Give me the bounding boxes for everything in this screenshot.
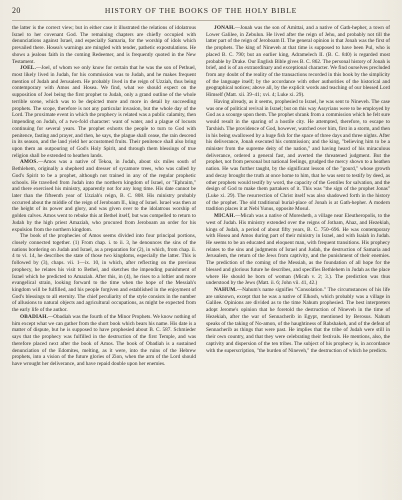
left-paragraph: [12, 233, 196, 314]
paragraph-text: —Joel, of whom we only know for certain that he was the son of Pethuel, most likely lived in Judah, for his commission was to Judah, and he makes frequent mention of Judah and Jerusalem. He probably lived in the reign of Uzziah, thus being contemporary with Amos and Hosea. We find, what we should expect on the supposition of Joel being the first prophet to Judah, only a grand outline of the whole terrible scene, which was to be depicted more and more in detail by succeeding prophets. The scope, therefore is not any particular invasion, but the whole day of the Lord. The proximate event in which the prophecy is related was a public calamity, then impending on Judah, of a two-fold character: want of water, and a plague of locusts continuing for several years. The prophet exhorts the people to turn to God with penitence, fasting and prayer, and then, he says, the plague shall cease, the rain descend in its season, and the land yield her accustomed fruits. Their penitence shall also bring upon them an outpouring of God's Holy Spirit, and through them blessings of true religion shall be extended to heathen lands.: [12, 65, 196, 159]
paragraph-text: —Amos was a native of Tekoa, in Judah, about six miles south of Bethlehem, originally a shepherd and dresser of sycamore trees, who was called by God's Spirit to be a prophet, although not trained in any of the regular prophetic schools. He travelled from Judah into the northern kingdom of Israel, or "Ephraim," and there exercised his ministry, apparently not for any long time. His date cannot be later than the fifteenth year of Uzziah's reign, B. C. 808. His ministry probably occurred about the middle of the reign of Jeroboam II., king of Israel. Israel was then at the height of its power and glory, and was given over to the idolatrous worship of golden calves. Amos went to rebuke this at Bethel itself, but was compelled to return to Judah by the high priest Amaziah, who procured from Jeroboam an order for his expulsion from the northern kingdom.: [12, 159, 196, 233]
section-heading: JONAH.: [214, 25, 235, 31]
section-heading: OBADIAH.: [20, 313, 48, 320]
page-number: 20: [12, 6, 21, 15]
right-paragraph: [206, 25, 390, 99]
paragraph-text: The book of the prophecies of Amos seems divided into four principal portions, closely connected together. (1) From chap. i. to ii. 3, he denounces the sins of the nations bordering on Judah and Israel, as a preparation for (2), in which, from chap. ii. 4 to vi. 14, he describes the state of those two kingdoms, especially the latter. This is followed by (3), chaps. vii. 1—ix. 10, in which, after reflecting on the previous prophecy, he relates his visit to Bethel, and sketches the impending punishment of Israel which he predicted to Amaziah. After this, in (4), he rises to a loftier and more evangelical strain, looking forward to the time when the hope of the Messiah's kingdom will be fulfilled, and his people forgiven and established in the enjoyment of God's blessings to all eternity. The chief peculiarity of the style consists in the number of allusions to natural objects and agricultural occupations, as might be expected from the early life of the author.: [12, 233, 196, 314]
paragraph-text: the latter is the correct view; but in either case it illustrated the relations of idolatrous Israel to her covenant God. The remaining chapters are chiefly occupied with denunciations against Israel, and especially Samaria, for the worship of idols which prevailed there. Hosea's warnings are mingled with tender, pathetic expostulations. He shows a jealous faith in the coming Redeemer, and is frequently quoted in the New Testament.: [12, 25, 196, 65]
paragraph-text: —Jonah was the son of Amittai, and a native of Gath-hepher, a town of Lower Galilee, in Zebulun. He lived after the reign of Jehu, and probably not till the latter part of the reign of Jeroboam II. The general opinion is that Jonah was the first of the prophets. The king of Nineveh at that time is supposed to have been Pul, who is placed B. C. 790; but an earlier king, Adramelech II. (B. C. 840) is regarded most probable by Drake. Our English Bible gives B. C. 862. The personal history of Jonah is brief, and is of an extraordinary and exceptional character. We find ourselves precluded from any doubt of the reality of the transactions recorded in this book by the simplicity of the language itself; by the accordance with other authorities of the historical and geographical notices; above all, by the explicit words and teaching of our blessed Lord Himself (Matt. xii. 39–41; xvi. 4; Luke xi. 29).: [206, 25, 390, 99]
left-paragraph: [12, 25, 196, 65]
right-paragraph: [206, 99, 390, 213]
section-heading: NAHUM.: [214, 287, 237, 294]
left-column: [12, 25, 196, 495]
left-paragraph: [12, 65, 196, 159]
section-heading: AMOS.: [20, 159, 39, 166]
section-heading: MICAH.: [214, 213, 236, 220]
left-paragraph: [12, 159, 196, 233]
right-column: [206, 25, 390, 495]
right-paragraph: [206, 287, 390, 354]
paragraph-text: —Micah was a native of Moresheth, a village near Eleutheropolis, to the west of Judah. His ministry extended over the reigns of Jotham, Ahaz, and Hezekiah, kings of Judah, a period of about fifty years, B. C. 750–696. He was contemporary with Hosea and Amos during part of their ministry in Israel, and with Isaiah in Judah. He seems to be an educated and eloquent man, with frequent transitions. His prophecy relates to the sins and judgments of Israel and Judah, the destruction of Samaria and Jerusalem, the return of the Jews from captivity, and the punishment of their enemies. The prediction of the coming of the Messiah, as the foundation of all hope for the blessed and glorious future he describes, and specifies Bethlehem in Judah as the place where He should be born of woman (Micah v. 2; 3.). The prediction was thus understood by the Jews (Matt. ii. 6; John vii. 41, 42.): [206, 213, 390, 287]
two-column-body: [12, 25, 390, 495]
running-title: HISTORY OF THE BOOKS OF THE HOLY BIBLE: [104, 6, 298, 15]
section-heading: JOEL.: [20, 65, 37, 72]
right-paragraph: [206, 213, 390, 287]
paragraph-text: —Obadiah was the fourth of the Minor Prophets. We know nothing of him except what we can gather from the short book which bears his name. His date is a matter of dispute, but he is supposed to have prophesied about B. C. 587. Schmieder says that the prophecy was fulfilled in the destruction of the first Temple, and was therefore placed next after the book of Amos. The book of Obadiah is a sustained denunciation of the Edomites, melting, as it were, into the ruins of the Hebrew prophets, into a vision of the future glories of Zion, when the arm of the Lord should have wrought her deliverance, and have repaid double upon her enemies.: [12, 313, 196, 367]
running-header: [12, 6, 390, 21]
left-paragraph: [12, 314, 196, 368]
paragraph-text: Having already, as it seems, prophesied to Israel, he was sent to Nineveh. The case was one of political revival in Israel; but on this way Assyrians were to be employed by God as a scourge upon them. The prophet shrank from a commission which he felt sure would result in the sparing of a hostile city. He attempted, therefore, to escape to Tarshish. The providence of God, however, watched over him, first in a storm, and then in his being swallowed by a huge fish for the space of three days and three nights. After his deliverance, Jonah executed his commission; and the king, "believing him to be a minister from the supreme deity of the nation," and having heard of his miraculous deliverance, ordered a general fast, and averted the threatened judgment. But the prophet, not from personal but national feelings, grudged the mercy shown to a heathen nation. He was further taught, by the significant lesson of the "gourd," whose growth and decay brought the truth at once home to him, that he was sent to testify by deed, as other prophets would testify by word, the capacity of the Gentiles for salvation, and the design of God to make them partakers of it. This was "the sign of the prophet Jonas" (Luke xi. 29). The resurrection of Christ itself was also shadowed forth in the history of the prophet. The old traditional burial-place of Jonah is at Gath-hepher. A modern tradition places it at Nebi Yunus, opposite Mosul.: [206, 98, 390, 213]
paragraph-text: —Nahum's name signifies "Consolation." The circumstances of his life are unknown, except that he was a native of Elkosh, which probably was a village in Galilee. Opinions are divided as to the time Nahum prophesied. The best interpreters adopt Jerome's opinion that he foretold the destruction of Nineveh in the time of Hezekiah, after the war of Sennacherib in Egypt, mentioned by Berosus. Nahum speaks of the taking of No-amon, of the haughtiness of Rabshakeh, and of the defeat of Sennacherib as things that were past. He implies that the tribe of Judah were still in their own country, and that they were celebrating their festivals. He mentions, also, the captivity and dispersion of the ten tribes. The subject of his prophecy is, in accordance with the superscription, "the burden of Nineveh," the destruction of which he predicts.: [206, 287, 390, 354]
